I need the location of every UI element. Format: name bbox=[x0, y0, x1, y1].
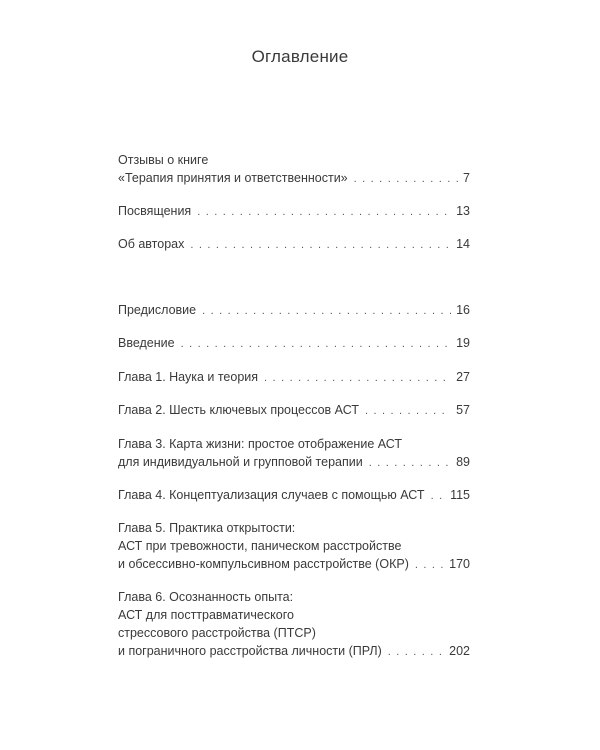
toc-page-number: 13 bbox=[456, 204, 470, 218]
dot-leader bbox=[197, 203, 451, 221]
dot-leader bbox=[431, 487, 446, 505]
toc-page-number: 14 bbox=[456, 237, 470, 251]
toc-entry-text: Глава 6. Осознанность опыта: bbox=[118, 590, 294, 604]
toc-entry-foreword[interactable] bbox=[118, 301, 470, 320]
toc-entry-text: и обсессивно-компульсивном расстройстве (ОКР) bbox=[118, 557, 409, 571]
toc-page-number: 27 bbox=[456, 370, 470, 384]
dot-leader bbox=[190, 236, 451, 254]
dot-leader bbox=[388, 643, 444, 661]
toc-entry-text: «Терапия принятия и ответственности» bbox=[118, 171, 348, 185]
toc-entry-reviews[interactable] bbox=[118, 151, 470, 188]
toc-entry-text: АСТ при тревожности, паническом расстройстве bbox=[118, 539, 402, 553]
toc-entry-chapter-1[interactable] bbox=[118, 368, 470, 387]
toc-page-number: 7 bbox=[463, 171, 470, 185]
toc-page-number: 57 bbox=[456, 403, 470, 417]
toc-entry-text: Глава 3. Карта жизни: простое отображение АСТ bbox=[118, 437, 403, 451]
toc-entry-text: Глава 1. Наука и теория bbox=[118, 370, 259, 384]
toc-entry-text: Глава 2. Шесть ключевых процессов АСТ bbox=[118, 403, 359, 417]
toc-entry-chapter-3[interactable] bbox=[118, 435, 470, 472]
dot-leader bbox=[354, 170, 458, 188]
toc-entry-text: Введение bbox=[118, 336, 175, 350]
toc-entry-chapter-6[interactable] bbox=[118, 588, 470, 661]
toc-page-number: 115 bbox=[450, 488, 470, 502]
toc-entry-text: стрессового расстройства (ПТСР) bbox=[118, 626, 316, 640]
dot-leader bbox=[181, 335, 451, 353]
dot-leader bbox=[365, 402, 451, 420]
toc-page-number: 16 bbox=[456, 303, 470, 317]
toc-entry-text: Глава 4. Концептуализация случаев с помощью АСТ bbox=[118, 488, 425, 502]
toc-page-number: 89 bbox=[456, 455, 470, 469]
toc-entry-chapter-4[interactable] bbox=[118, 486, 470, 505]
toc-entry-text: для индивидуальной и групповой терапии bbox=[118, 455, 363, 469]
toc-entry-chapter-5[interactable] bbox=[118, 519, 470, 574]
toc-page-number: 19 bbox=[456, 336, 470, 350]
toc-entry-introduction[interactable] bbox=[118, 334, 470, 353]
toc-entry-text: Посвящения bbox=[118, 204, 192, 218]
toc-entry-text: Об авторах bbox=[118, 237, 185, 251]
dot-leader bbox=[202, 302, 451, 320]
toc-entry-text: Глава 5. Практика открытости: bbox=[118, 521, 296, 535]
toc-entry-dedications[interactable] bbox=[118, 202, 470, 221]
toc-entry-text: и пограничного расстройства личности (ПРЛ) bbox=[118, 644, 382, 658]
toc-entry-text: АСТ для посттравматического bbox=[118, 608, 294, 622]
toc-entry-authors[interactable] bbox=[118, 235, 470, 254]
toc-entry-text: Отзывы о книге bbox=[118, 153, 209, 167]
dot-leader bbox=[415, 556, 444, 574]
dot-leader bbox=[264, 369, 451, 387]
dot-leader bbox=[369, 454, 451, 472]
page-title: Оглавление bbox=[251, 47, 349, 66]
toc-page-number: 202 bbox=[449, 644, 470, 658]
toc-entry-text: Предисловие bbox=[118, 303, 197, 317]
toc-page-number: 170 bbox=[449, 557, 470, 571]
toc-entry-chapter-2[interactable] bbox=[118, 401, 470, 420]
